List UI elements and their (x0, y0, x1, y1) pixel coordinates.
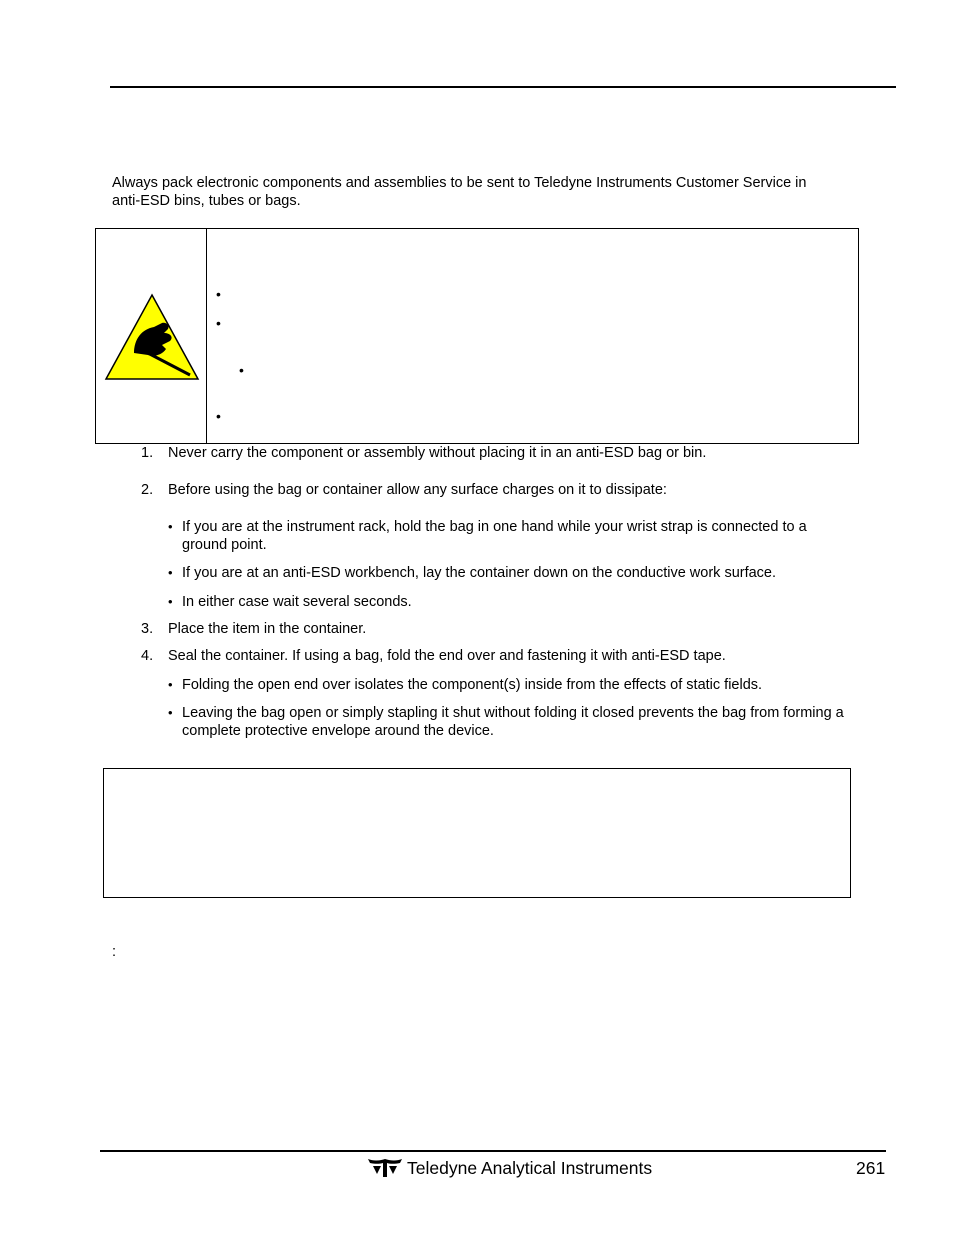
teledyne-logo-icon (367, 1156, 403, 1180)
step-number: 1. (141, 445, 154, 461)
list-bullet: • (168, 519, 173, 534)
step-number: 2. (141, 482, 154, 498)
list-item: Folding the open end over isolates the component(s) inside from the effects of static fields. (182, 677, 763, 693)
esd-warning-icon (104, 293, 200, 381)
warning-box-divider (206, 229, 207, 443)
list-item: In either case wait several seconds. (182, 594, 412, 610)
warning-bullet: • (239, 362, 244, 378)
step-text: Never carry the component or assembly without placing it in an anti-ESD bag or bin. (168, 445, 707, 461)
warning-bullet: • (216, 315, 221, 331)
step-number: 4. (141, 648, 154, 664)
footer-company: Teledyne Analytical Instruments (407, 1158, 653, 1178)
page-number: 261 (856, 1158, 886, 1178)
list-bullet: • (168, 705, 173, 720)
footer-rule (100, 1150, 886, 1152)
list-item: If you are at the instrument rack, hold the bag in one hand while your wrist strap is connected to a ground point. (182, 519, 807, 553)
step-number: 3. (141, 621, 154, 637)
note-box (103, 768, 851, 898)
header-rule (110, 86, 896, 88)
esd-warning-box (95, 228, 859, 444)
stray-colon: : (112, 944, 117, 960)
step-text: Before using the bag or container allow any surface charges on it to dissipate: (168, 482, 667, 498)
list-bullet: • (168, 565, 173, 580)
list-bullet: • (168, 677, 173, 692)
step-text: Place the item in the container. (168, 621, 367, 637)
warning-bullet: • (216, 286, 221, 302)
warning-bullet: • (216, 408, 221, 424)
list-item: Leaving the bag open or simply stapling it shut without folding it closed prevents the bag from forming a complete protective envelope around the device. (182, 705, 844, 739)
step-text: Seal the container. If using a bag, fold the end over and fastening it with anti-ESD tape. (168, 648, 726, 664)
list-bullet: • (168, 594, 173, 609)
intro-paragraph: Always pack electronic components and assemblies to be sent to Teledyne Instruments Customer Service in anti-ESD bins, tubes or bags. (112, 175, 807, 209)
list-item: If you are at an anti-ESD workbench, lay the container down on the conductive work surface. (182, 565, 777, 581)
